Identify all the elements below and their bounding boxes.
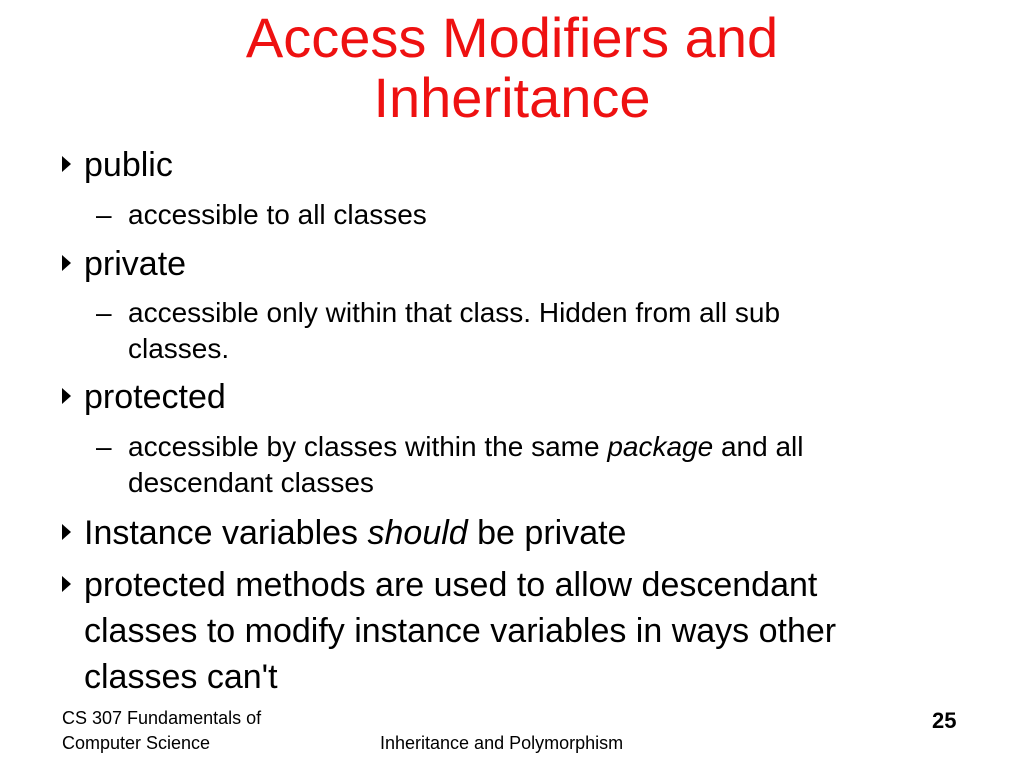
sub-bullet-text: accessible only within that class. Hidden from all sub <box>128 297 781 328</box>
sub-text-emphasis: package <box>607 431 714 462</box>
footer-course-line-2: Computer Science <box>62 733 211 753</box>
sub-bullet-text <box>128 429 804 465</box>
bullet-text: classes to modify instance variables in ways other <box>84 612 837 650</box>
slide-title-line-1: Access Modifiers and <box>245 6 779 69</box>
bullet-text <box>84 510 626 557</box>
dash-icon: – <box>96 297 112 328</box>
dash-icon: – <box>96 199 112 230</box>
bullet-text-emphasis: should <box>367 514 468 552</box>
bullet-text: classes can't <box>84 658 278 696</box>
bullet-text-after: be private <box>467 514 627 552</box>
sub-text-before: accessible by classes within the same <box>128 431 608 462</box>
dash-icon: – <box>96 431 112 462</box>
triangle-bullet-icon <box>62 156 71 172</box>
sub-text-after: and all <box>713 431 804 462</box>
footer-course-line-1: CS 307 Fundamentals of <box>62 708 262 728</box>
triangle-bullet-icon <box>62 255 71 271</box>
bullet-text-before: Instance variables <box>84 514 368 552</box>
bullet-text: protected <box>84 378 226 416</box>
footer-topic: Inheritance and Polymorphism <box>380 733 624 753</box>
triangle-bullet-icon <box>62 524 71 540</box>
triangle-bullet-icon <box>62 388 71 404</box>
bullet-text: private <box>84 245 187 283</box>
footer-course <box>62 706 261 756</box>
bullet-text: protected methods are used to allow descendant <box>84 566 818 604</box>
slide-title-line-2: Inheritance <box>373 66 651 129</box>
bullet-text: public <box>84 146 173 184</box>
sub-bullet-text: accessible to all classes <box>128 199 427 230</box>
triangle-bullet-icon <box>62 576 71 592</box>
page-number: 25 <box>932 708 957 733</box>
sub-bullet-text: classes. <box>128 333 230 364</box>
sub-bullet-text: descendant classes <box>128 467 374 498</box>
